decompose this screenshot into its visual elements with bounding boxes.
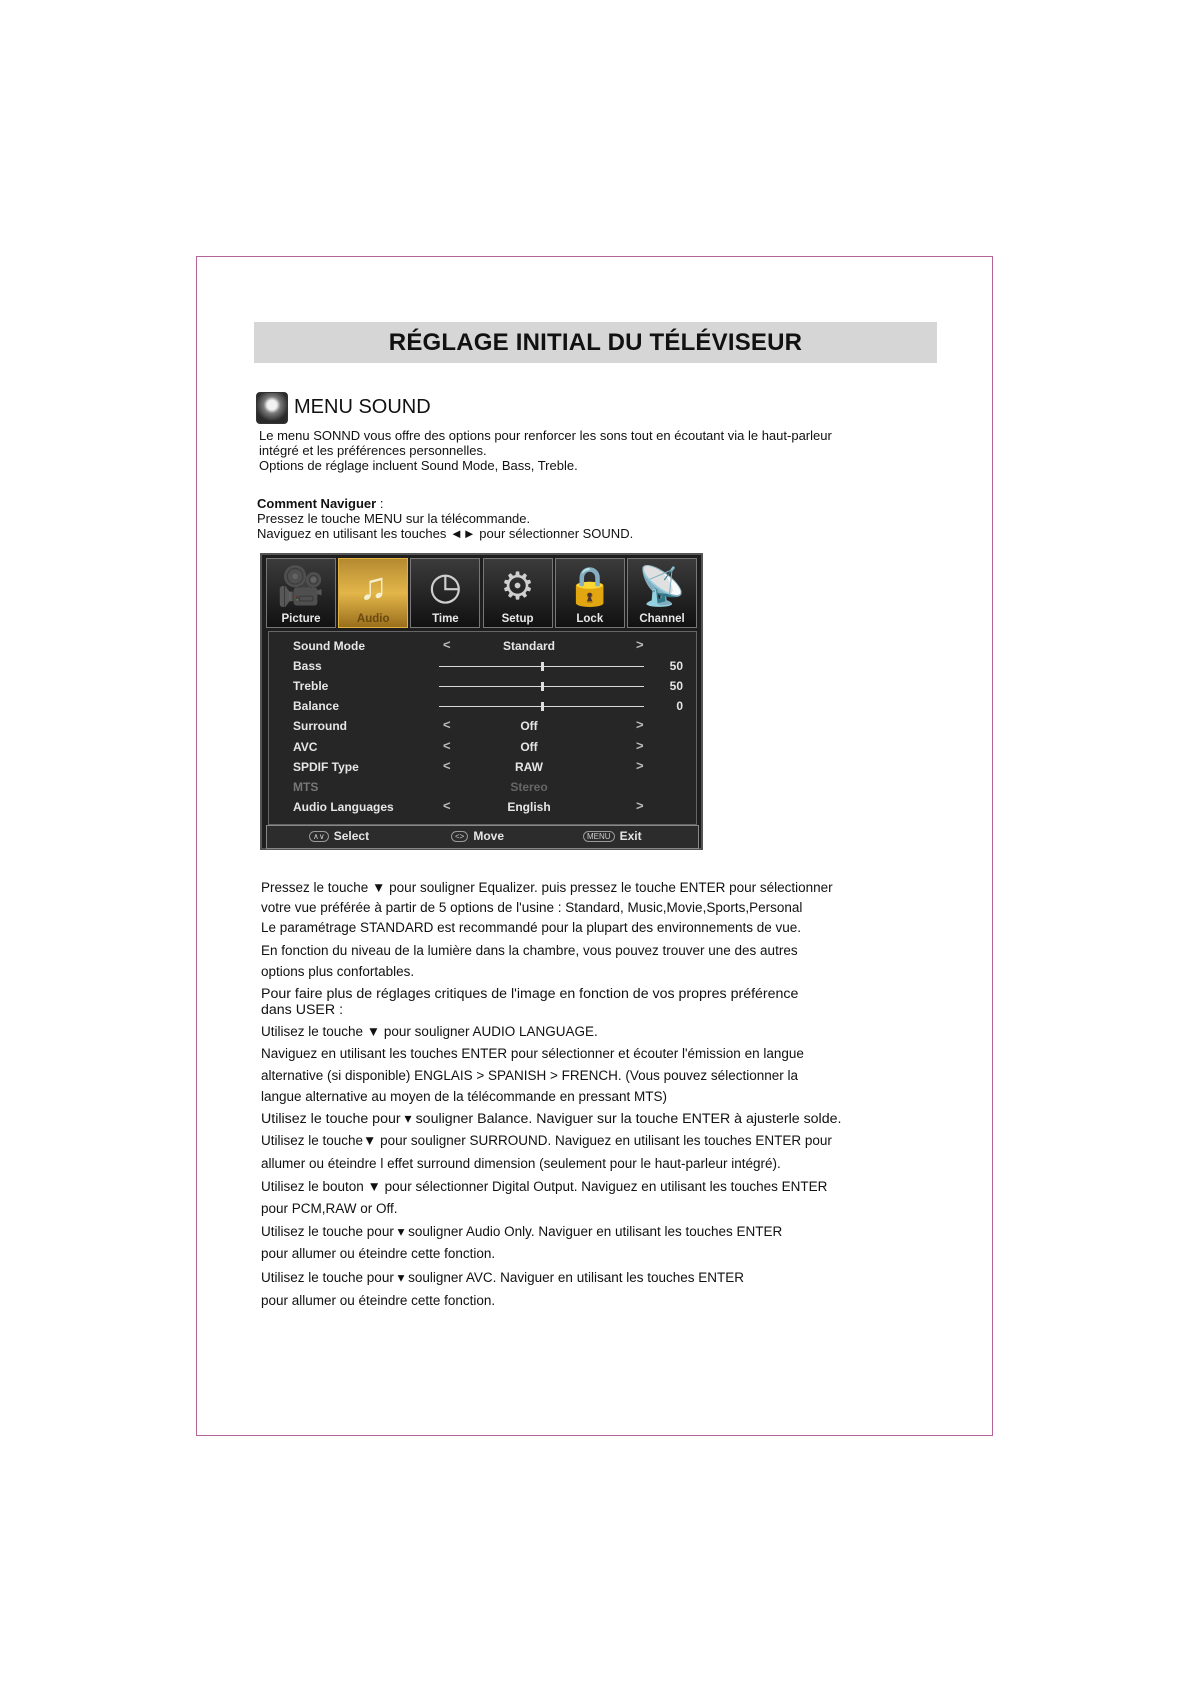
- chevron-left-icon: <: [443, 737, 451, 753]
- instruction-line: pour PCM,RAW or Off.: [261, 1201, 398, 1216]
- osd-hint-select-label: Select: [333, 829, 370, 843]
- navigation-line: Pressez le touche MENU sur la télécommande.: [257, 511, 531, 526]
- up-down-keys-icon: ∧∨: [309, 831, 329, 842]
- osd-row-value: 0: [676, 699, 683, 714]
- osd-row-value: Stereo: [510, 779, 548, 794]
- osd-tab-time: [410, 558, 480, 628]
- osd-row-value: RAW: [515, 759, 543, 774]
- padlock-icon: 🔒: [566, 566, 614, 608]
- osd-tab-label: Picture: [281, 613, 321, 625]
- navigation-heading-text: Comment Naviguer: [257, 496, 377, 511]
- osd-row-surround: [269, 716, 696, 736]
- osd-row-spdif-type: [269, 757, 696, 777]
- chevron-right-icon: >: [636, 757, 644, 773]
- osd-row-label: Audio Languages: [293, 799, 394, 814]
- osd-row-avc: [269, 737, 696, 757]
- osd-tab-label: Audio: [356, 613, 390, 625]
- osd-slider-knob: [541, 662, 544, 671]
- intro-line: intégré et les préférences personnelles.: [259, 443, 487, 458]
- osd-hint-move-label: Move: [473, 829, 505, 843]
- osd-slider-knob: [541, 682, 544, 691]
- osd-slider-knob: [541, 702, 544, 711]
- instruction-line: Utilisez le touche pour ▾ souligner Balance. Naviguer sur la touche ENTER à ajusterle solde.: [261, 1111, 842, 1127]
- osd-row-treble: [269, 676, 696, 696]
- instruction-line: Utilisez le touche ▼ pour souligner AUDIO LANGUAGE.: [261, 1024, 598, 1039]
- instruction-line: options plus confortables.: [261, 964, 415, 979]
- osd-row-label: Surround: [293, 719, 347, 734]
- navigation-heading-colon: :: [376, 496, 384, 511]
- intro-line: Le menu SONND vous offre des options pour renforcer les sons tout en écoutant via le haut-parleur: [259, 428, 832, 443]
- osd-row-label: Treble: [293, 679, 329, 694]
- navigation-line: Naviguez en utilisant les touches ◄► pour sélectionner SOUND.: [257, 526, 634, 541]
- osd-row-mts: [269, 777, 696, 797]
- osd-row-sound-mode: [269, 636, 696, 656]
- instruction-line: Utilisez le touche pour ▾ souligner AVC. Naviguer en utilisant les touches ENTER: [261, 1270, 745, 1285]
- chevron-left-icon: <: [443, 717, 451, 733]
- instruction-line: pour allumer ou éteindre cette fonction.: [261, 1293, 496, 1308]
- osd-hint-exit: [583, 829, 642, 843]
- osd-tab-label: Channel: [639, 613, 685, 625]
- osd-tab-bar: [266, 558, 697, 628]
- osd-row-value: 50: [669, 679, 683, 694]
- osd-row-value: English: [507, 799, 551, 814]
- chevron-right-icon: >: [636, 797, 644, 813]
- gear-icon: ⚙: [500, 566, 535, 608]
- satellite-dish-icon: 📡: [638, 566, 686, 608]
- clock-icon: ◷: [428, 566, 462, 608]
- osd-footer: [266, 825, 699, 849]
- osd-row-value: Standard: [502, 639, 555, 653]
- osd-row-label: SPDIF Type: [293, 759, 359, 774]
- instruction-line: Naviguez en utilisant les touches ENTER pour sélectionner et écouter l'émission en langue: [261, 1046, 804, 1061]
- music-note-icon: ♫: [358, 566, 388, 608]
- osd-hint-move: [451, 829, 504, 843]
- speaker-icon: [256, 392, 288, 424]
- osd-row-label: Balance: [293, 699, 340, 714]
- osd-row-bass: [269, 656, 696, 676]
- menu-key-icon: MENU: [583, 831, 615, 842]
- instruction-line: pour allumer ou éteindre cette fonction.: [261, 1246, 496, 1261]
- page-title: RÉGLAGE INITIAL DU TÉLÉVISEUR: [254, 322, 937, 363]
- osd-tab-label: Lock: [576, 613, 604, 625]
- tv-osd-screenshot: [260, 553, 703, 850]
- osd-hint-exit-label: Exit: [619, 829, 642, 843]
- chevron-right-icon: >: [636, 717, 644, 733]
- osd-tab-picture: [266, 558, 336, 628]
- section-title: MENU SOUND: [294, 396, 431, 418]
- osd-tab-label: Setup: [501, 613, 534, 625]
- chevron-right-icon: >: [636, 737, 644, 753]
- osd-tab-audio: [338, 558, 408, 628]
- instruction-line: Pour faire plus de réglages critiques de l'image en fonction de vos propres préférence: [261, 986, 799, 1002]
- osd-slider-track: [439, 686, 644, 687]
- osd-tab-label: Time: [432, 613, 459, 625]
- osd-row-audio-languages: [269, 797, 696, 817]
- osd-slider-track: [439, 666, 644, 667]
- chevron-right-icon: >: [636, 637, 644, 652]
- instruction-line: votre vue préférée à partir de 5 options de l'usine : Standard, Music,Movie,Sports,Personal: [261, 900, 803, 915]
- osd-tab-lock: [555, 558, 625, 628]
- chevron-left-icon: <: [443, 757, 451, 773]
- osd-row-value: Off: [520, 719, 538, 734]
- instruction-line: Utilisez le touche▼ pour souligner SURROUND. Naviguez en utilisant les touches ENTER pour: [261, 1133, 832, 1148]
- osd-row-label: Bass: [293, 659, 322, 674]
- osd-hint-select: [309, 829, 369, 843]
- instruction-line: allumer ou éteindre l effet surround dimension (seulement pour le haut-parleur intégré).: [261, 1156, 781, 1171]
- osd-tab-setup: [483, 558, 553, 628]
- intro-line: Options de réglage incluent Sound Mode, Bass, Treble.: [259, 458, 578, 473]
- osd-row-value: Off: [520, 739, 538, 754]
- osd-tab-channel: [627, 558, 697, 628]
- osd-sound-settings: [268, 631, 697, 825]
- osd-row-balance: [269, 696, 696, 716]
- instruction-line: dans USER :: [261, 1002, 344, 1018]
- instruction-line: langue alternative au moyen de la télécommande en pressant MTS): [261, 1089, 667, 1104]
- chevron-left-icon: <: [443, 637, 451, 652]
- osd-row-label: Sound Mode: [293, 639, 365, 653]
- chevron-left-icon: <: [443, 797, 451, 813]
- instruction-line: alternative (si disponible) ENGLAIS > SPANISH > FRENCH. (Vous pouvez sélectionner la: [261, 1068, 798, 1083]
- left-right-keys-icon: <>: [451, 831, 468, 842]
- osd-slider-track: [439, 706, 644, 707]
- navigation-heading: [257, 496, 383, 511]
- instruction-line: En fonction du niveau de la lumière dans la chambre, vous pouvez trouver une des autres: [261, 943, 798, 958]
- osd-row-label: AVC: [293, 739, 318, 754]
- instruction-line: Le paramétrage STANDARD est recommandé pour la plupart des environnements de vue.: [261, 920, 802, 935]
- instruction-line: Utilisez le bouton ▼ pour sélectionner Digital Output. Naviguez en utilisant les touches ENTER: [261, 1179, 828, 1194]
- instruction-line: Pressez le touche ▼ pour souligner Equalizer. puis pressez le touche ENTER pour sélectionner: [261, 880, 833, 895]
- instruction-line: Utilisez le touche pour ▾ souligner Audio Only. Naviguer en utilisant les touches ENTER: [261, 1224, 783, 1239]
- camcorder-icon: 🎥: [277, 566, 325, 608]
- osd-row-label: MTS: [293, 779, 319, 794]
- osd-row-value: 50: [669, 659, 683, 674]
